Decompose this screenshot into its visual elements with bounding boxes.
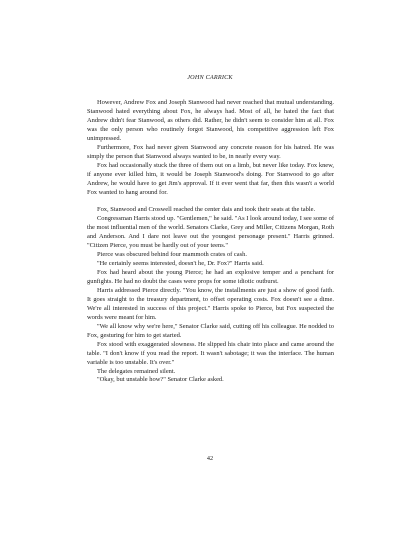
paragraph: "He certainly seems interested, doesn't he, Dr. Fox?" Harris said.: [97, 260, 264, 268]
paragraph: Congressman Harris stood up. "Gentlemen," he said. "As I look around today, I see some of the most influential men of the world. Senators Clarke, Grey and Miller, Citizens Morgan, Roth and Anderson. And I dare not leave out the youngest personage present." Harris grinned. "Citizen Pierce, you must be hardly out of your teens.": [87, 215, 334, 250]
paragraph: Fox stood with exaggerated slowness. He slipped his chair into place and came around the table. "I don't know if you read the report. It wasn't sabotage; it was the interface. The human variable is too unstable. It's over.": [87, 340, 334, 366]
paragraph: Fox had occasionally stuck the three of them out on a limb, but never like today. Fox knew, if anyone ever killed him, it would be Joseph Stanwood's doing. For Stanwood to go after Andrew, he would have to get Jim's approval. If it ever went that far, then this wasn't a world Fox wanted to hang around for.: [87, 161, 334, 196]
running-header: JOHN CARRICK: [187, 74, 233, 81]
paragraph: Pierce was obscured behind four mammoth crates of cash.: [97, 251, 247, 259]
page-number: 42: [206, 455, 214, 462]
body-text: [87, 99, 334, 385]
paragraph: "Okay, but unstable how?" Senator Clarke asked.: [97, 376, 224, 384]
paragraph: "We all know why we're here," Senator Clarke said, cutting off his colleague. He nodded to Fox, gesturing for him to get started.: [87, 322, 334, 339]
paragraph: Harris addressed Pierce directly. "You know, the installments are just a show of good faith. It goes straight to the treasury department, to offset operating costs. Fox doesn't see a dime. We're all interested in success of this project." Harris spoke to Pierce, but Fox suspected the words were meant for him.: [87, 286, 334, 321]
paragraph: Fox had heard about the young Pierce; he had an explosive temper and a penchant for gunfights. He had no doubt the cases were props for some idiotic outburst.: [87, 269, 334, 285]
paragraph: Fox, Stanwood and Croswell reached the center dais and took their seats at the table.: [97, 206, 316, 214]
paragraph: However, Andrew Fox and Joseph Stanwood had never reached that mutual understanding. Stanwood hated everything about Fox, he always had. Most of all, he hated the fact that Andrew didn't fear Stanwood, as others did. Rather, he didn't seem to consider him at all. Fox was the only person who routinely forgot Stanwood, his competitive aggression left Fox unimpressed.: [87, 99, 334, 142]
paragraph: The delegates remained silent.: [97, 367, 176, 375]
paragraph: Furthermore, Fox had never given Stanwood any concrete reason for his hatred. He was simply the person that Stanwood always wanted to be, in nearly every way.: [87, 143, 334, 160]
